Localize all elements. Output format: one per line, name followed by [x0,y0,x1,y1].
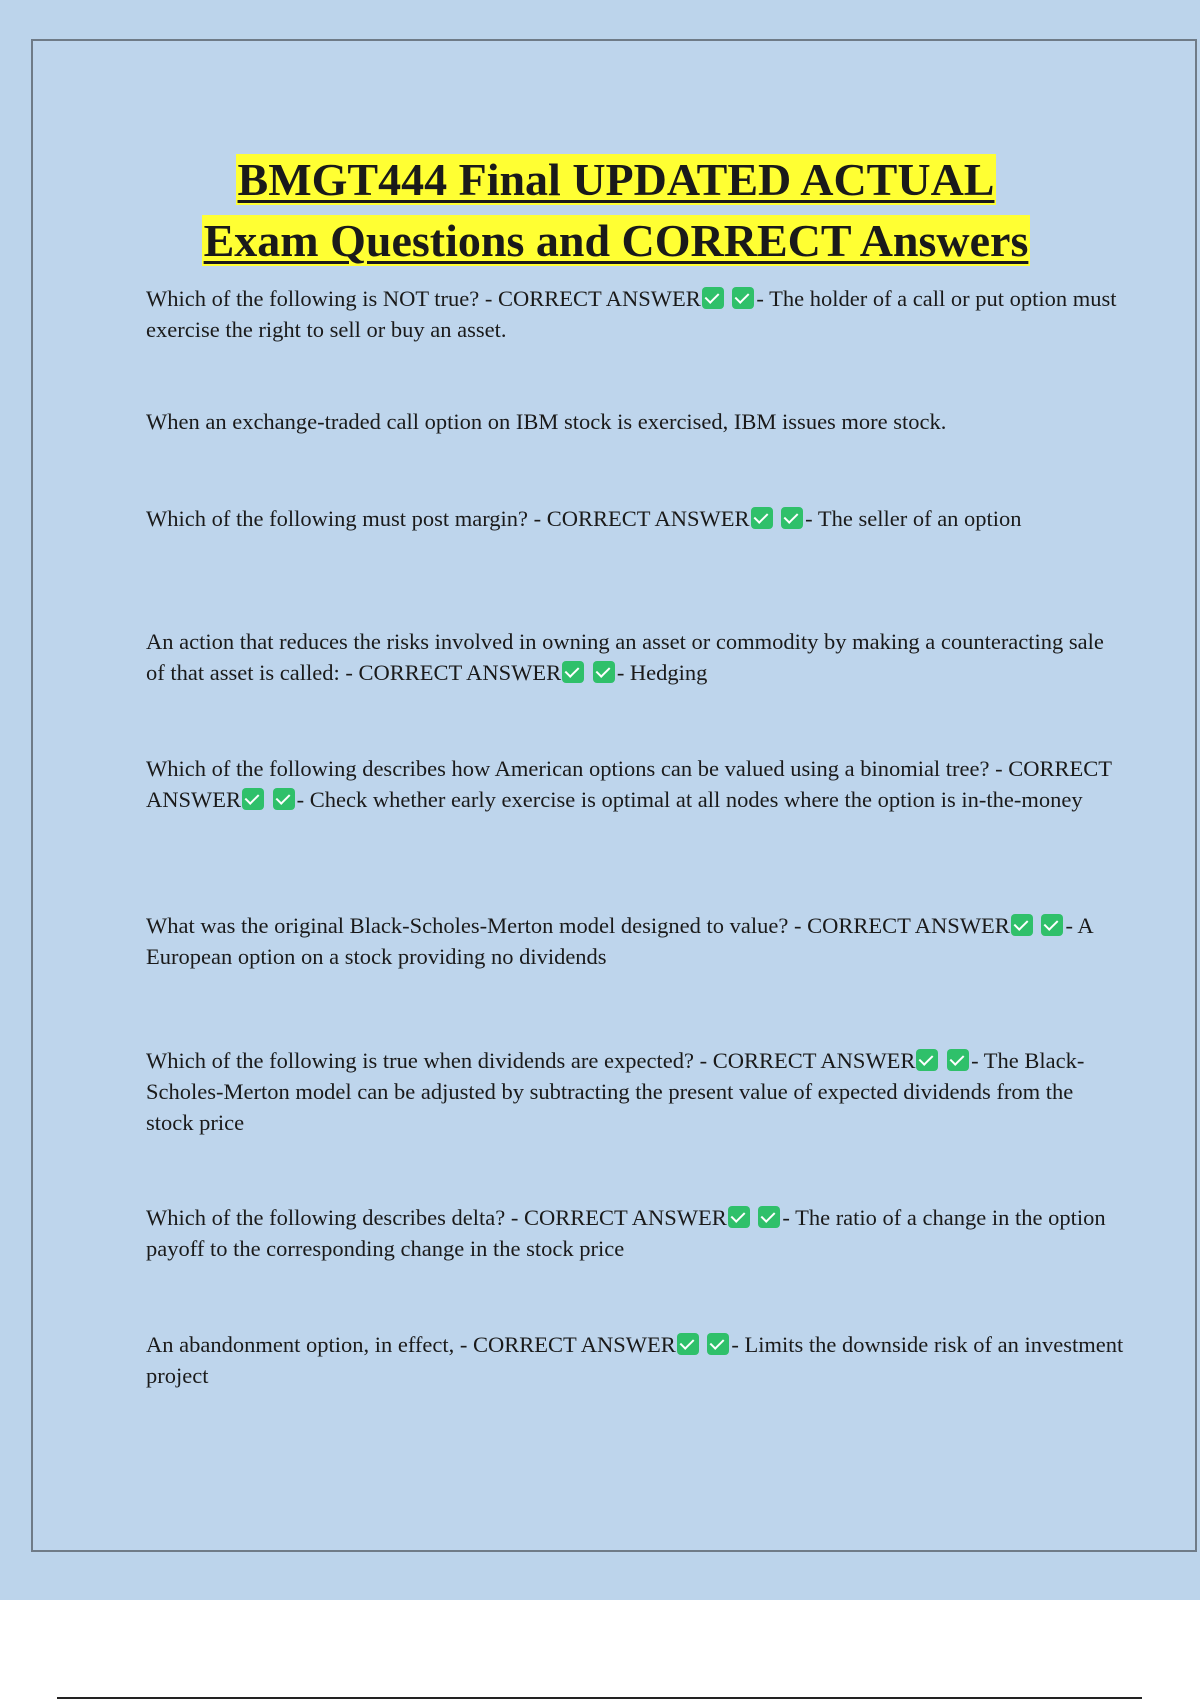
check-icon [593,661,615,683]
footer-rule [57,1697,1142,1699]
answer-text: - Limits the downside risk of an investment project [146,1332,1124,1388]
answer-text: - The ratio of a change in the option payoff to the corresponding change in the stock price [146,1205,1106,1261]
answer-text: - A European option on a stock providing no dividends [146,913,1093,969]
check-icon [758,1206,780,1228]
answer-text: - Hedging [616,660,708,685]
answer-marker: CORRECT ANSWER [498,286,701,311]
answer-marker: CORRECT ANSWER [473,1332,676,1357]
answer-text: - The seller of an option [805,506,1022,531]
check-icon [732,287,754,309]
answer-text: - Check whether early exercise is optimal at all nodes where the option is in-the-money [296,787,1083,812]
question-text: Which of the following is true when dividends are expected? - [146,1048,713,1073]
check-icon [562,661,584,683]
qa-item [146,1202,1126,1264]
check-icon [242,788,264,810]
answer-marker: CORRECT ANSWER [712,1048,916,1073]
check-icon [1011,914,1033,936]
check-icon [781,507,803,529]
question-text: An abandonment option, in effect, - [146,1332,473,1357]
check-icon [916,1049,938,1071]
check-icon [1041,914,1063,936]
qa-item [146,910,1126,972]
document-title [33,149,1199,271]
answer-text: - The Black-Scholes-Merton model can be adjusted by subtracting the present value of expected dividends from the stock price [146,1048,1085,1135]
answer-marker: CORRECT ANSWER [807,913,1010,938]
check-icon [677,1333,699,1355]
answer-text: - The holder of a call or put option must exercise the right to sell or buy an asset. [146,286,1117,342]
answer-marker: CORRECT ANSWER [546,506,750,531]
document-frame [31,39,1197,1552]
qa-item [146,406,1126,437]
title-line-2: Exam Questions and CORRECT Answers [203,215,1029,266]
qa-item [146,283,1126,345]
check-icon [751,507,773,529]
qa-item [146,1045,1126,1138]
question-text: Which of the following must post margin? - [146,506,547,531]
answer-marker: CORRECT ANSWER [524,1205,727,1230]
statement-text: When an exchange-traded call option on IBM stock is exercised, IBM issues more stock. [146,409,947,434]
question-text: Which of the following describes how American options can be valued using a binomial tree? - [146,756,1009,781]
question-text: An action that reduces the risks involved in owning an asset or commodity by making a counteracting sale of that asset is called: - [146,629,1104,685]
qa-item [146,1329,1126,1391]
check-icon [707,1333,729,1355]
check-icon [728,1206,750,1228]
qa-item [146,626,1126,688]
question-text: Which of the following is NOT true? - [146,286,499,311]
answer-marker: CORRECT ANSWER [358,660,562,685]
question-text: Which of the following describes delta? - [146,1205,524,1230]
qa-item [146,753,1126,815]
check-icon [273,788,295,810]
question-text: What was the original Black-Scholes-Merton model designed to value? - [146,913,808,938]
check-icon [702,287,724,309]
answer-marker: CORRECT ANSWER [146,756,1112,812]
title-line-1: BMGT444 Final UPDATED ACTUAL [237,154,995,205]
check-icon [947,1049,969,1071]
qa-item [146,503,1126,534]
